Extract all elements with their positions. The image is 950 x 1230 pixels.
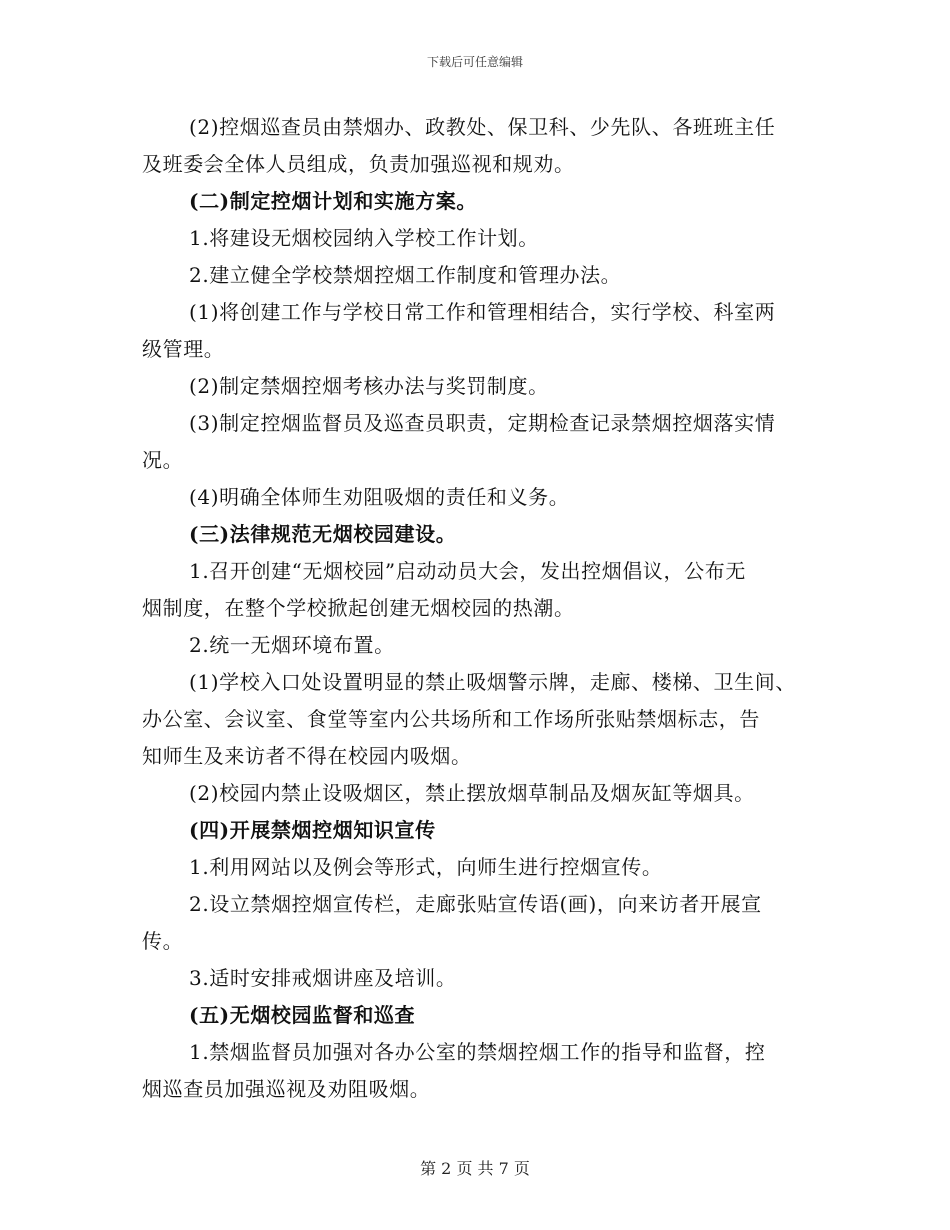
paragraph-line: 1.将建设无烟校园纳入学校工作计划。 bbox=[189, 226, 539, 250]
paragraph-line: (3)制定控烟监督员及巡查员职责，定期检查记录禁烟控烟落实情 bbox=[189, 411, 776, 435]
paragraph-line: 1.禁烟监督员加强对各办公室的禁烟控烟工作的指导和监督，控 bbox=[189, 1040, 766, 1064]
paragraph-line: 1.利用网站以及例会等形式，向师生进行控烟宣传。 bbox=[189, 855, 663, 879]
paragraph-line: (1)将创建工作与学校日常工作和管理相结合，实行学校、科室两 bbox=[189, 300, 776, 324]
paragraph-line: 1.召开创建“无烟校园”启动动员大会，发出控烟倡议，公布无 bbox=[189, 559, 746, 583]
paragraph-line: 烟制度，在整个学校掀起创建无烟校园的热潮。 bbox=[142, 596, 575, 620]
page-number: 第 2 页 共 7 页 bbox=[420, 1159, 530, 1178]
paragraph-line: 传。 bbox=[142, 929, 184, 953]
paragraph-line: 及班委会全体人员组成，负责加强巡视和规劝。 bbox=[142, 152, 575, 176]
paragraph-line: 2.建立健全学校禁烟控烟工作制度和管理办法。 bbox=[189, 263, 622, 287]
page-header: 下载后可任意编辑 bbox=[426, 55, 523, 69]
paragraph-line: 办公室、会议室、食堂等室内公共场所和工作场所张贴禁烟标志，告 bbox=[142, 707, 760, 731]
section-heading-line: (二)制定控烟计划和实施方案。 bbox=[189, 189, 477, 213]
section-heading-line: (四)开展禁烟控烟知识宣传 bbox=[189, 818, 436, 842]
paragraph-line: 知师生及来访者不得在校园内吸烟。 bbox=[142, 744, 472, 768]
paragraph-line: 级管理。 bbox=[142, 337, 225, 361]
paragraph-line: (4)明确全体师生劝阻吸烟的责任和义务。 bbox=[189, 485, 570, 509]
paragraph-line: (1)学校入口处设置明显的禁止吸烟警示牌，走廊、楼梯、卫生间、 bbox=[189, 670, 796, 694]
paragraph-line: 况。 bbox=[142, 448, 184, 472]
section-heading-line: (五)无烟校园监督和巡查 bbox=[189, 1003, 416, 1027]
paragraph-line: 2.统一无烟环境布置。 bbox=[189, 633, 395, 657]
paragraph-line: 烟巡查员加强巡视及劝阻吸烟。 bbox=[142, 1077, 431, 1101]
paragraph-line: (2)校园内禁止设吸烟区，禁止摆放烟草制品及烟灰缸等烟具。 bbox=[189, 781, 755, 805]
paragraph-line: 2.设立禁烟控烟宣传栏，走廊张贴宣传语(画)，向来访者开展宣 bbox=[189, 892, 762, 916]
paragraph-line: (2)控烟巡查员由禁烟办、政教处、保卫科、少先队、各班班主任 bbox=[189, 115, 776, 139]
paragraph-line: (2)制定禁烟控烟考核办法与奖罚制度。 bbox=[189, 374, 549, 398]
paragraph-line: 3.适时安排戒烟讲座及培训。 bbox=[189, 966, 457, 990]
section-heading-line: (三)法律规范无烟校园建设。 bbox=[189, 522, 457, 546]
document-body bbox=[142, 109, 822, 1108]
